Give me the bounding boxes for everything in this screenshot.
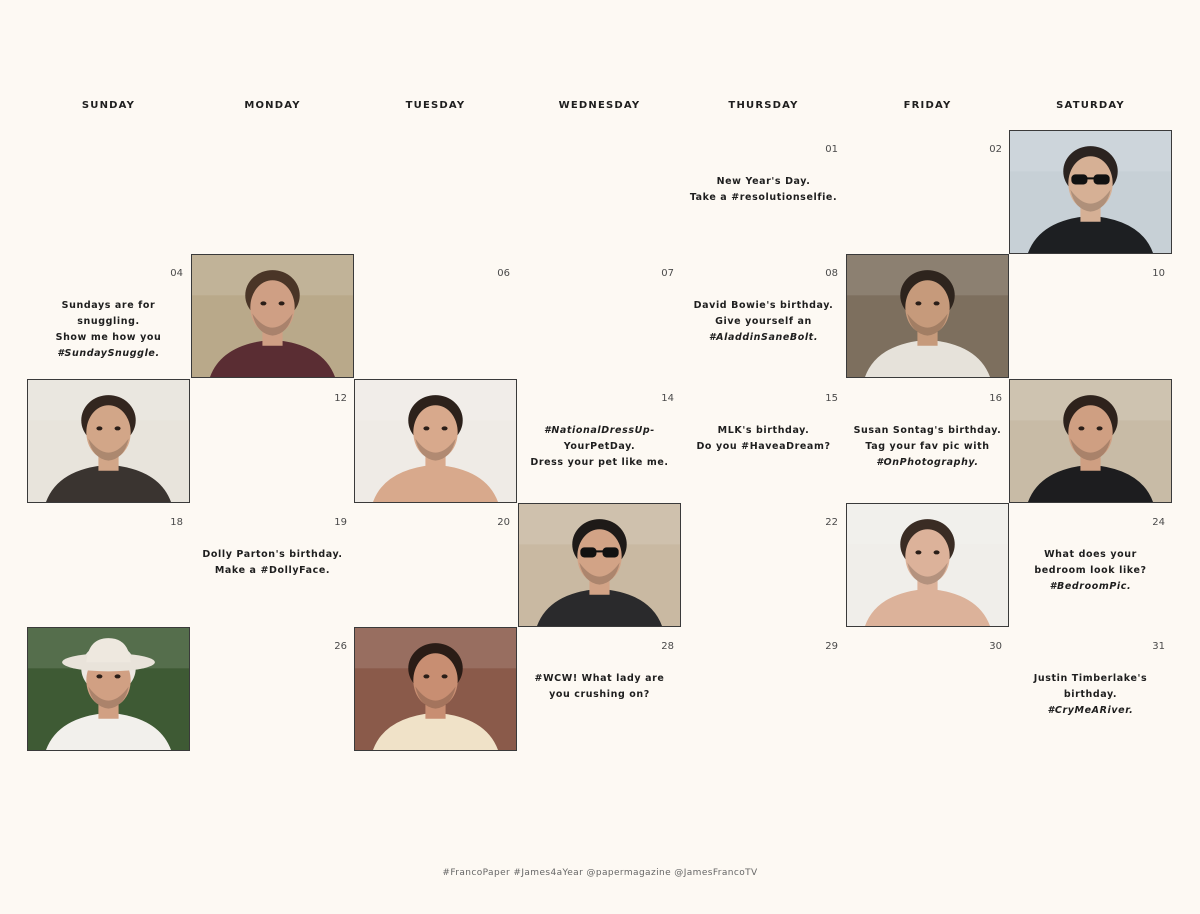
prompt-line: Sundays are for snuggling.: [61, 300, 156, 327]
prompt-line: What does your: [1044, 549, 1137, 560]
selfie-photo[interactable]: [518, 503, 681, 627]
day-number: 01: [825, 144, 838, 155]
selfie-photo[interactable]: [191, 254, 354, 378]
prompt-line: #WCW! What lady are: [534, 673, 665, 684]
photo-image: [192, 255, 353, 377]
day-number: 31: [1152, 641, 1165, 652]
day-cell: [682, 254, 845, 378]
day-cell: [518, 379, 681, 503]
photo-face: [413, 405, 457, 459]
day-cell: [682, 627, 845, 751]
weekday-tuesday: TUESDAY: [405, 100, 466, 111]
day-cell: [1009, 503, 1172, 627]
prompt-line: MLK's birthday.: [717, 425, 810, 436]
day-prompt: [1009, 671, 1172, 719]
day-cell: [846, 130, 1009, 254]
day-cell: [1009, 254, 1172, 378]
prompt-line: Show me how you: [55, 332, 162, 343]
prompt-line: #BedroomPic.: [1049, 581, 1132, 592]
prompt-line: Justin Timberlake's: [1033, 673, 1148, 684]
prompt-line: #SundaySnuggle.: [57, 348, 160, 359]
photo-face: [413, 653, 457, 707]
prompt-line: YourPetDay.: [563, 441, 636, 452]
prompt-line: Give yourself an: [715, 316, 812, 327]
selfie-photo[interactable]: [354, 379, 517, 503]
day-prompt: [846, 423, 1009, 471]
day-prompt: [191, 547, 354, 579]
prompt-line: David Bowie's birthday.: [693, 300, 834, 311]
photo-image: [1010, 380, 1171, 502]
day-number: 12: [334, 393, 347, 404]
day-number: 26: [334, 641, 347, 652]
weekday-thursday: THURSDAY: [728, 100, 799, 111]
prompt-line: #CryMeARiver.: [1047, 705, 1134, 716]
photo-face: [250, 280, 294, 334]
day-cell: [846, 379, 1009, 503]
calendar: [27, 0, 1173, 914]
photo-face: [1068, 405, 1112, 459]
day-cell: [846, 627, 1009, 751]
prompt-line: #OnPhotography.: [876, 457, 979, 468]
day-prompt: [27, 298, 190, 362]
day-prompt: [518, 423, 681, 471]
day-cell: [518, 254, 681, 378]
photo-face: [905, 529, 949, 583]
day-cell: [191, 627, 354, 751]
selfie-photo[interactable]: [1009, 379, 1172, 503]
day-cell: [682, 503, 845, 627]
weekday-saturday: SATURDAY: [1056, 100, 1125, 111]
photo-image: [847, 504, 1008, 626]
photo-face: [905, 280, 949, 334]
day-cell: [1009, 627, 1172, 751]
prompt-line: #AladdinSaneBolt.: [708, 332, 819, 343]
selfie-photo[interactable]: [1009, 130, 1172, 254]
day-cell: [518, 627, 681, 751]
day-prompt: [682, 174, 845, 206]
prompt-line: Take a #resolutionselfie.: [689, 192, 838, 203]
day-prompt: [1009, 547, 1172, 595]
day-number: 28: [661, 641, 674, 652]
photo-image: [1010, 131, 1171, 253]
prompt-line: Dress your pet like me.: [530, 457, 669, 468]
day-cell: [27, 503, 190, 627]
footer-hashtags: #FrancoPaper #James4aYear @papermagazine @JamesFrancoTV: [442, 868, 758, 878]
selfie-photo[interactable]: [846, 503, 1009, 627]
day-cell: [682, 130, 845, 254]
day-prompt: [682, 298, 845, 346]
day-prompt: [518, 671, 681, 703]
weekday-monday: MONDAY: [244, 100, 301, 111]
prompt-line: Dolly Parton's birthday.: [202, 549, 343, 560]
photo-face: [86, 405, 130, 459]
photo-image: [847, 255, 1008, 377]
weekday-sunday: SUNDAY: [81, 100, 136, 111]
prompt-line: Susan Sontag's birthday.: [853, 425, 1002, 436]
day-cell: [191, 379, 354, 503]
day-cell: [191, 503, 354, 627]
prompt-line: Make a #DollyFace.: [214, 565, 331, 576]
day-cell: [27, 254, 190, 378]
day-number: 02: [989, 144, 1002, 155]
photo-image: [519, 504, 680, 626]
selfie-photo[interactable]: [27, 627, 190, 751]
day-number: 15: [825, 393, 838, 404]
day-prompt: [682, 423, 845, 455]
prompt-line: Do you #HaveaDream?: [696, 441, 831, 452]
day-number: 07: [661, 268, 674, 279]
day-cell: [354, 254, 517, 378]
prompt-line: birthday.: [1063, 689, 1118, 700]
photo-image: [355, 628, 516, 750]
day-number: 29: [825, 641, 838, 652]
prompt-line: Tag your fav pic with: [865, 441, 990, 452]
day-number: 06: [497, 268, 510, 279]
photo-image: [28, 380, 189, 502]
day-number: 10: [1152, 268, 1165, 279]
day-number: 24: [1152, 517, 1165, 528]
selfie-photo[interactable]: [27, 379, 190, 503]
prompt-line: #NationalDressUp-: [544, 425, 655, 436]
day-number: 22: [825, 517, 838, 528]
day-number: 16: [989, 393, 1002, 404]
prompt-line: bedroom look like?: [1034, 565, 1147, 576]
prompt-line: New Year's Day.: [716, 176, 811, 187]
day-cell: [682, 379, 845, 503]
day-cell: [354, 503, 517, 627]
selfie-photo[interactable]: [846, 254, 1009, 378]
day-number: 18: [170, 517, 183, 528]
day-number: 08: [825, 268, 838, 279]
day-number: 14: [661, 393, 674, 404]
selfie-photo[interactable]: [354, 627, 517, 751]
day-number: 04: [170, 268, 183, 279]
weekday-wednesday: WEDNESDAY: [558, 100, 641, 111]
day-number: 30: [989, 641, 1002, 652]
photo-image: [28, 628, 189, 750]
weekday-friday: FRIDAY: [903, 100, 952, 111]
prompt-line: you crushing on?: [549, 689, 650, 700]
day-number: 19: [334, 517, 347, 528]
day-number: 20: [497, 517, 510, 528]
photo-image: [355, 380, 516, 502]
